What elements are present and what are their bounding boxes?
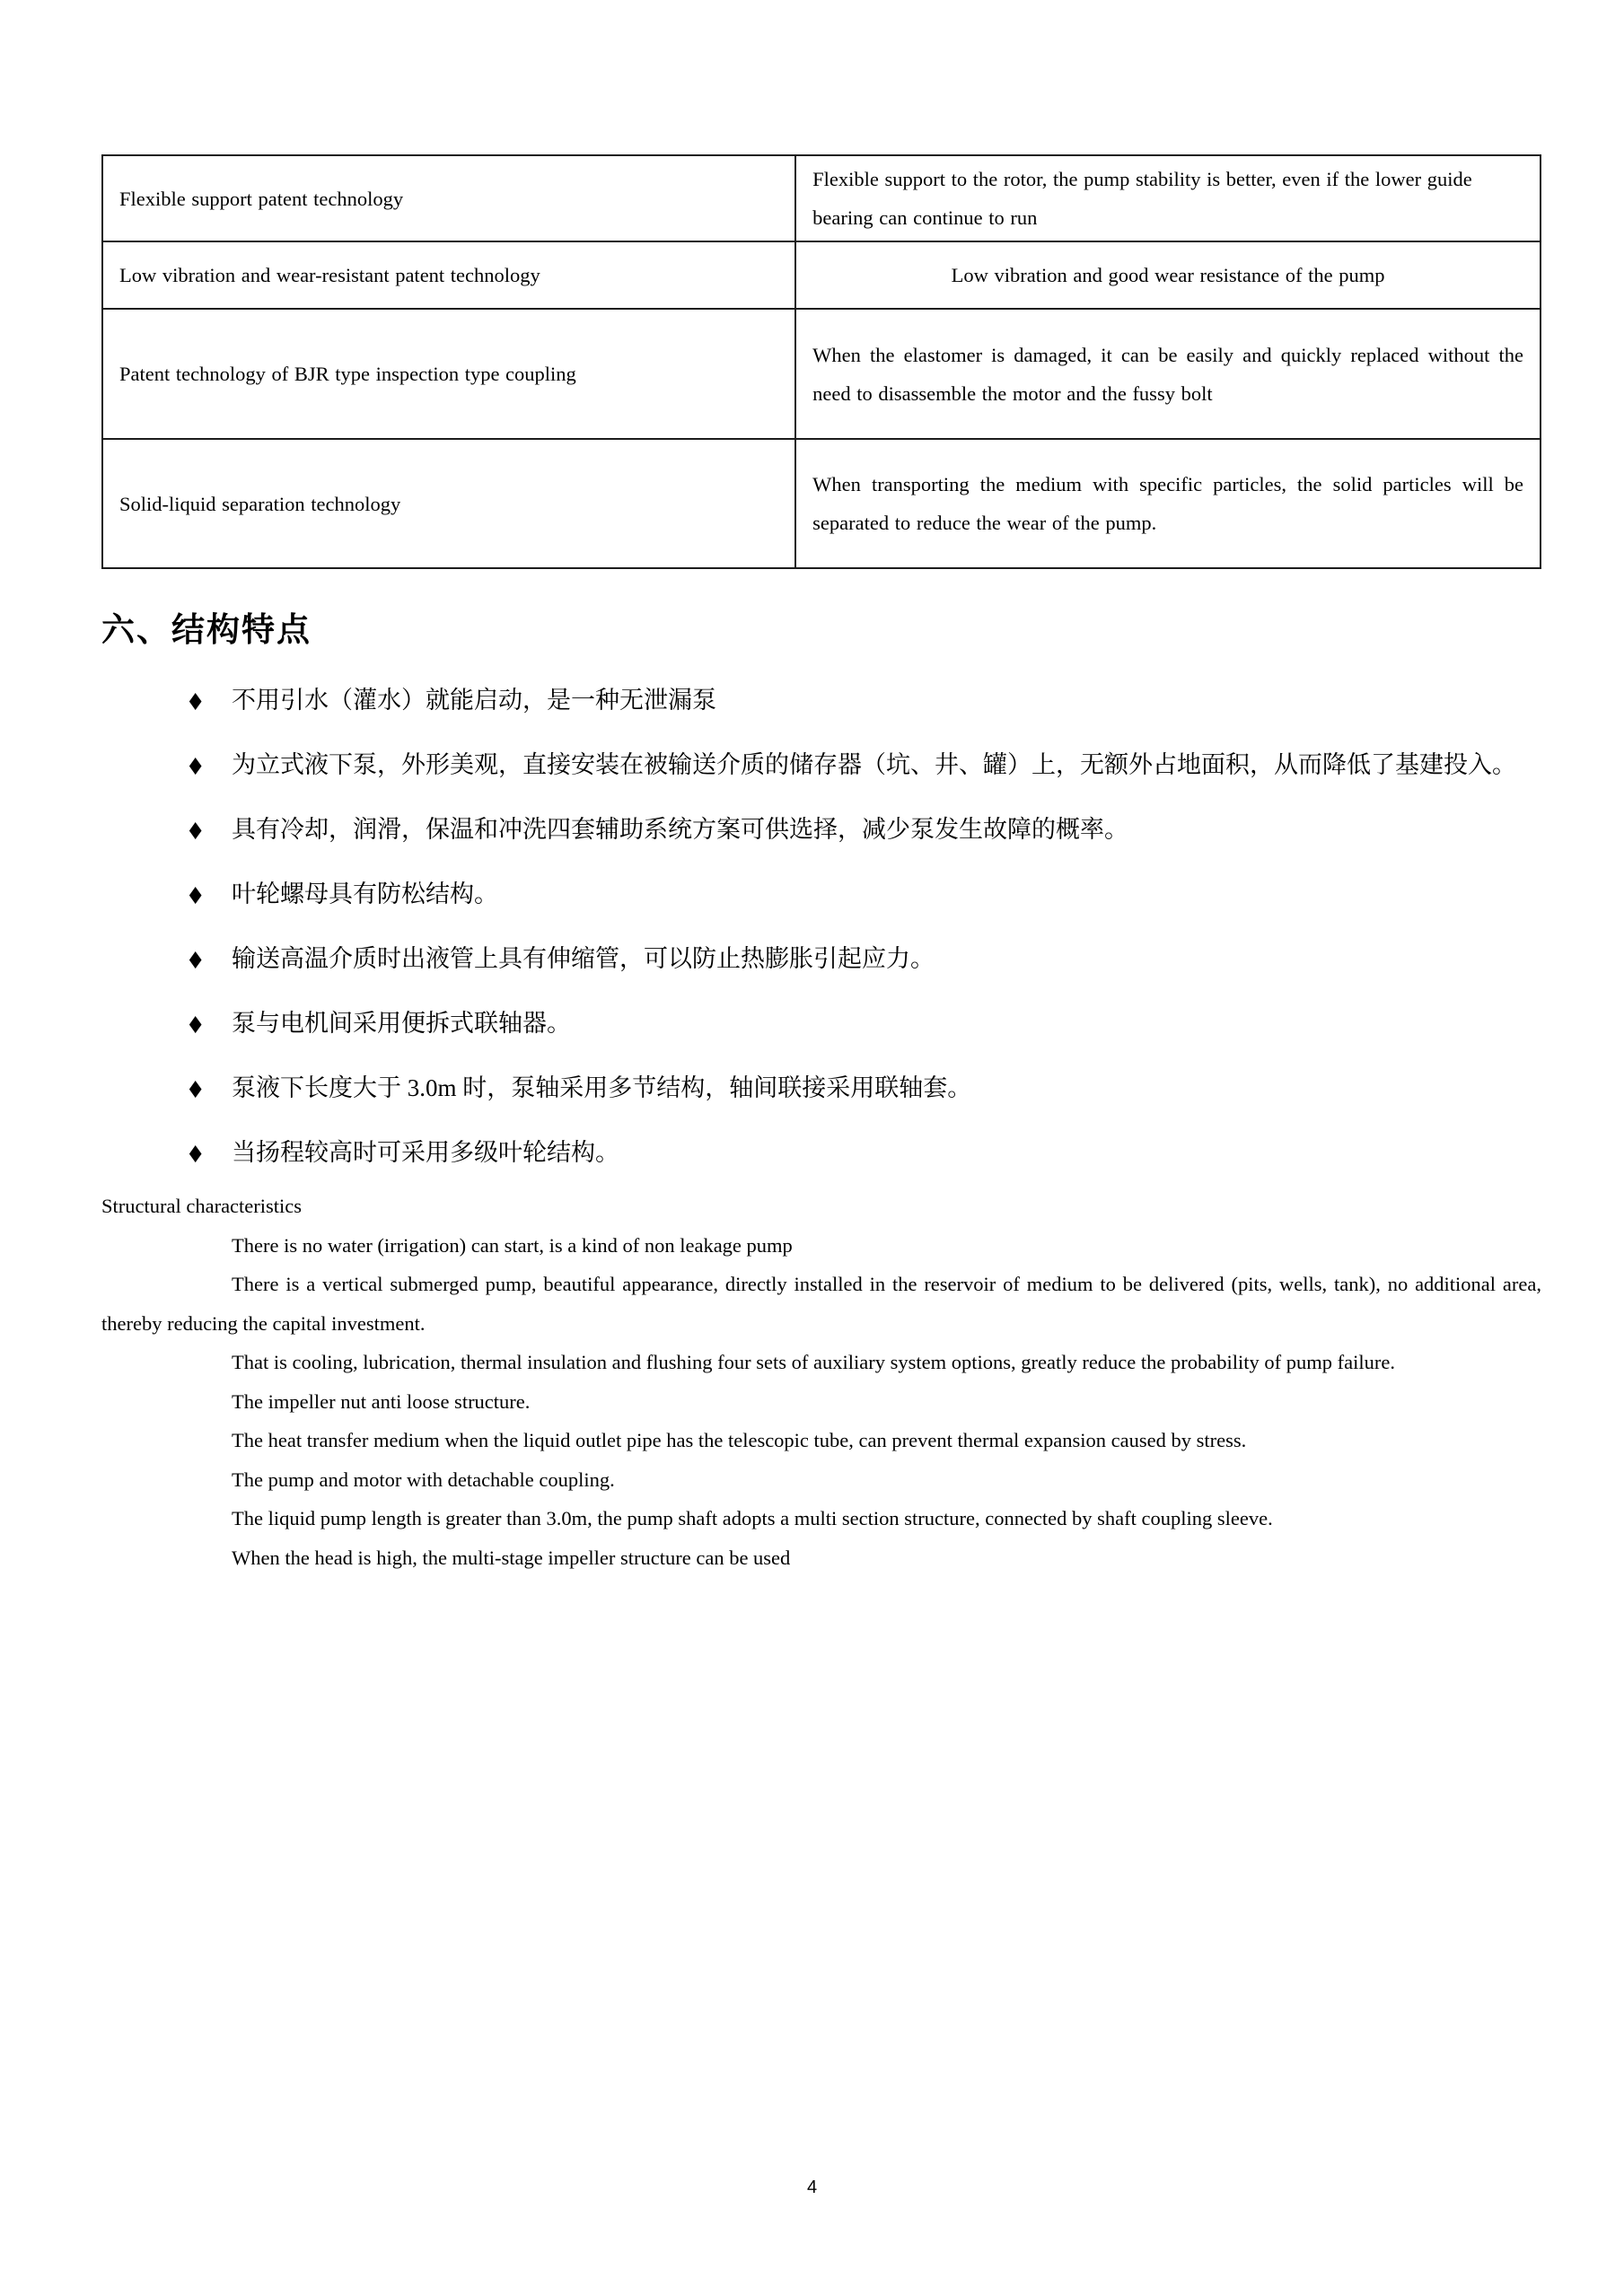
diamond-bullet-icon: ◆ [189, 816, 202, 843]
page-number: 4 [806, 2178, 818, 2197]
feature-desc-cell: Low vibration and good wear resistance of the pump [795, 241, 1541, 309]
english-intro: Structural characteristics [101, 1195, 303, 1218]
diamond-bullet-icon: ◆ [189, 1139, 202, 1166]
diamond-bullet-icon: ◆ [189, 1074, 202, 1101]
list-item [101, 1120, 1541, 1185]
table-row [102, 439, 1541, 568]
list-item [101, 797, 1541, 862]
list-item [101, 862, 1541, 926]
feature-desc-cell: When the elastomer is damaged, it can be easily and quickly replaced without the need to disassemble the motor and the fussy bolt [795, 309, 1541, 439]
bullet-text: 不用引水（灌水）就能启动，是一种无泄漏泵 [232, 687, 716, 714]
english-paragraph: There is a vertical submerged pump, beautiful appearance, directly installed in the reservoir of medium to be delivered (pits, wells, tank), no additional area, thereby reducing the capital investment. [101, 1273, 1541, 1335]
bullet-text: 当扬程较高时可采用多级叶轮结构。 [232, 1139, 619, 1167]
list-item [101, 1056, 1541, 1120]
feature-name-cell: Patent technology of BJR type inspection type coupling [102, 309, 795, 439]
feature-name-cell: Low vibration and wear-resistant patent technology [102, 241, 795, 309]
english-paragraph: That is cooling, lubrication, thermal insulation and flushing four sets of auxiliary system options, greatly reduce the probability of pump failure. [232, 1351, 1395, 1374]
feature-desc-cell: Flexible support to the rotor, the pump stability is better, even if the lower guide bearing can continue to run [795, 155, 1541, 241]
list-item [101, 668, 1541, 732]
list-item [101, 991, 1541, 1056]
diamond-bullet-icon: ◆ [189, 687, 202, 714]
section-heading: 六、结构特点 [101, 611, 312, 648]
table-row [102, 155, 1541, 241]
bullet-text: 泵液下长度大于 3.0m 时，泵轴采用多节结构，轴间联接采用联轴套。 [232, 1074, 972, 1102]
bullet-text: 泵与电机间采用便拆式联轴器。 [232, 1010, 571, 1038]
diamond-bullet-icon: ◆ [189, 1010, 202, 1037]
feature-name-cell: Flexible support patent technology [102, 155, 795, 241]
bullet-text: 输送高温介质时出液管上具有伸缩管，可以防止热膨胀引起应力。 [232, 945, 935, 973]
features-table [101, 154, 1541, 569]
english-paragraph: The heat transfer medium when the liquid outlet pipe has the telescopic tube, can prevent thermal expansion caused by stress. [232, 1429, 1247, 1452]
feature-desc-cell: When transporting the medium with specific particles, the solid particles will be separated to reduce the wear of the pump. [795, 439, 1541, 568]
bullet-text: 具有冷却，润滑，保温和冲洗四套辅助系统方案可供选择，减少泵发生故障的概率。 [232, 816, 1128, 844]
bullet-text: 叶轮螺母具有防松结构。 [232, 881, 498, 908]
english-paragraph: The pump and motor with detachable coupling. [232, 1468, 615, 1491]
english-translation-block [101, 1187, 1541, 1577]
english-paragraph: The impeller nut anti loose structure. [232, 1389, 531, 1413]
diamond-bullet-icon: ◆ [189, 881, 202, 907]
english-paragraph: There is no water (irrigation) can start, is a kind of non leakage pump [232, 1233, 793, 1257]
feature-name-cell: Solid-liquid separation technology [102, 439, 795, 568]
diamond-bullet-icon: ◆ [189, 945, 202, 972]
table-row [102, 241, 1541, 309]
diamond-bullet-icon: ◆ [189, 751, 202, 778]
english-paragraph: When the head is high, the multi-stage impeller structure can be used [232, 1546, 791, 1569]
list-item [101, 926, 1541, 991]
table-row [102, 309, 1541, 439]
feature-bullet-list [101, 668, 1541, 1185]
bullet-text: 为立式液下泵，外形美观，直接安装在被输送介质的储存器（坑、井、罐）上，无额外占地面积，从而降低了基建投入。 [232, 751, 1516, 779]
english-paragraph: The liquid pump length is greater than 3.0m, the pump shaft adopts a multi section structure, connected by shaft coupling sleeve. [232, 1507, 1273, 1530]
list-item [101, 732, 1541, 797]
